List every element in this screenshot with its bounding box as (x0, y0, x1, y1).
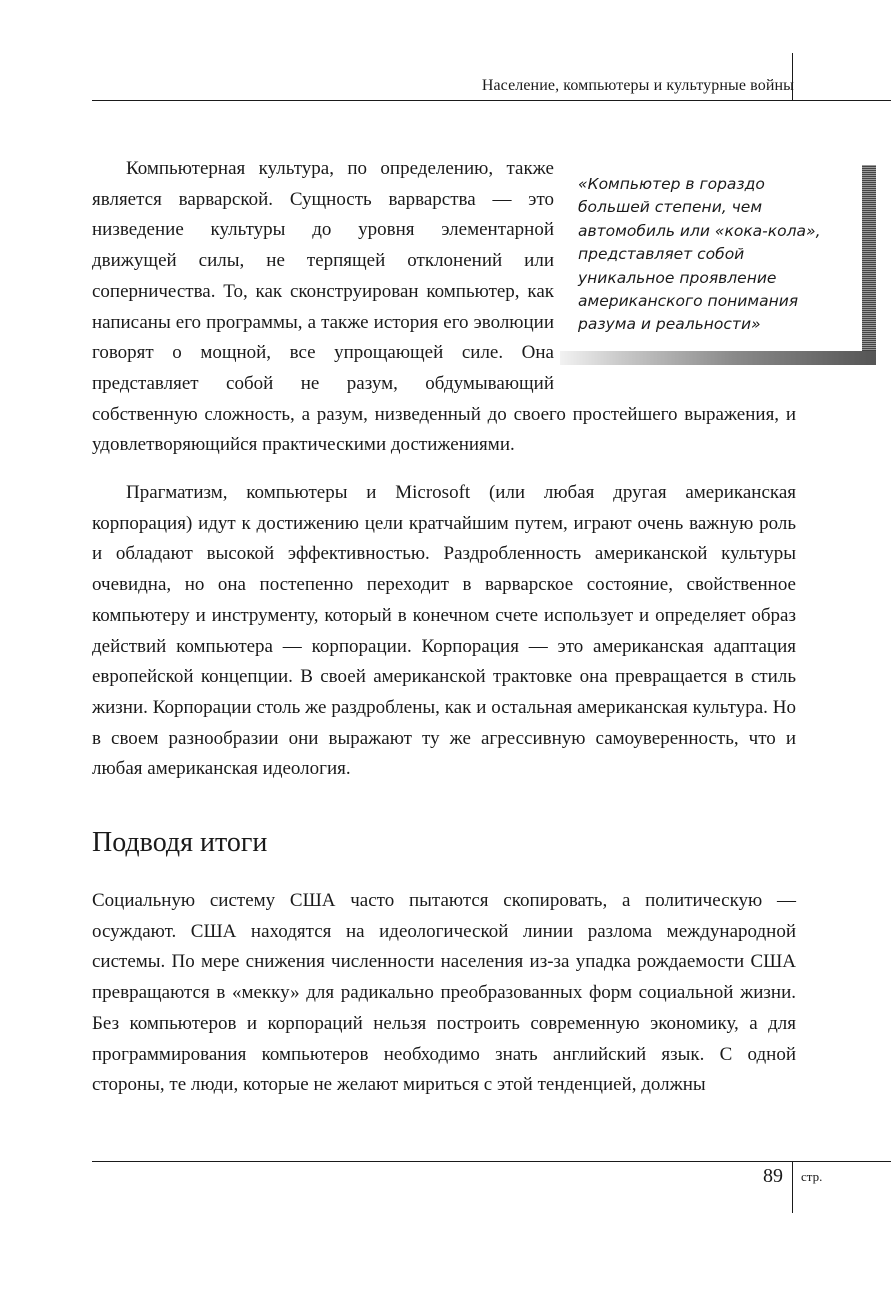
body-paragraph-2: Прагматизм, компьютеры и Microsoft (или любая другая американская корпорация) идут к достижению цели кратчайшим путем, играют очень важную роль и обладают высокой эффективностью. Раздробленность американской культуры очевидна, но она постепенно переходит в варварское состояние, свойственное компьютеру и инструменту, который в конечном счете использует и определяет образ действий компьютера — корпорации. Корпорация — это американская адаптация европейской концепции. В своей американской трактовке она превращается в стиль жизни. Корпорации столь же раздроблены, как и остальная американская культура. Но в своем разнообразии они выражают ту же агрессивную самоуверенность, что и любая американская идеология. (92, 482, 796, 780)
running-header: Население, компьютеры и культурные войны (481, 77, 794, 94)
header-vertical-rule (792, 53, 793, 100)
pullquote-shadow-right (862, 165, 876, 365)
page-suffix: стр. (801, 1169, 823, 1184)
page-number: 89 (763, 1165, 783, 1187)
section-heading: Подводя итоги (92, 827, 268, 858)
body-paragraph-1 (92, 154, 796, 461)
footer-rule (92, 1161, 891, 1162)
pullquote-spacer (574, 154, 834, 381)
section-paragraph: Социальную систему США часто пытаются скопировать, а политическую — осуждают. США находятся на идеологической линии разлома международной системы. По мере снижения численности населения из-за упадка рождаемости США превращаются в «мекку» для радикально преобразованных форм социальной жизни. Без компьютеров и корпораций нельзя построить современную экономику, а для программирования компьютеров необходимо знать английский язык. С одной стороны, те люди, которые не желают мириться с этой тенденцией, должны (92, 890, 796, 1096)
pullquote-text: «Компьютер в гораздо большей степени, чем автомобиль или «кока-кола», представляет собой уникальное проявление американского понимания разума и реальности» (578, 175, 821, 334)
header-rule (92, 100, 891, 101)
body-paragraph-1-text: Компьютерная культура, по определению, также является варварской. Сущность варварства — это низведение культуры до уровня элементарной движущей силы, не терпящей отклонений или соперничества. То, как сконструирован компьютер, как написаны его программы, а также история его эволюции говорят о мощной, все упрощающей силе. Она представляет собой не разум, обдумывающий собственную сложность, а разум, низведенный до своего простейшего выражения, и удовлетворяющийся практическими достижениями. (92, 158, 796, 456)
footer-vertical-rule (792, 1161, 793, 1213)
